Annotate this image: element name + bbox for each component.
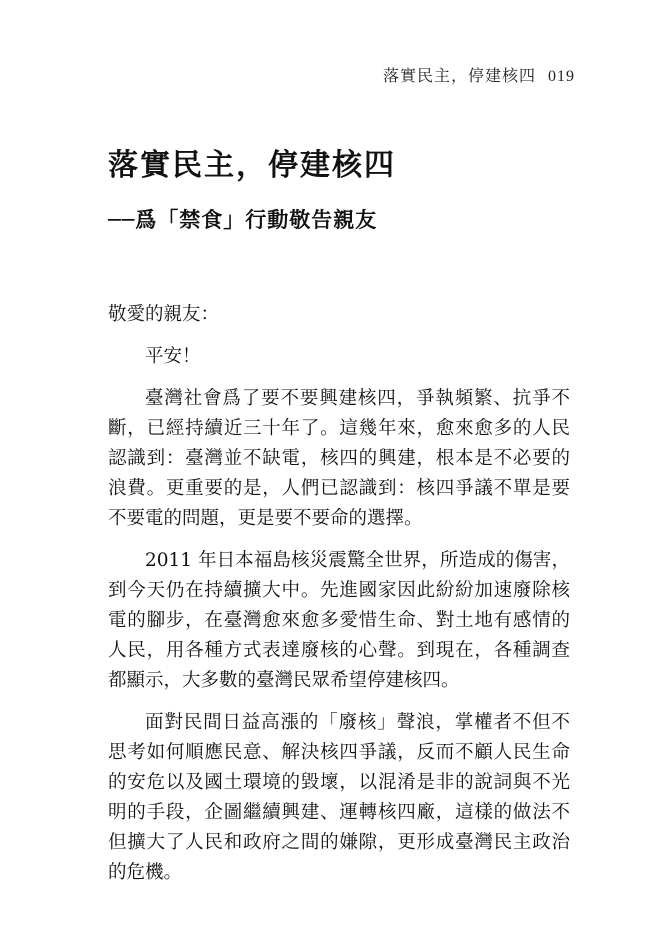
paragraph-3: 面對民間日益高漲的「廢核」聲浪，掌權者不但不思考如何順應民意、解決核四爭議，反而不顧人民生命的安危以及國土環境的毀壞，以混淆是非的說詞與不光明的手段，企圖繼續興建、運轉核四廠，這樣的做法不但擴大了人民和政府之間的嫌隙，更形成臺灣民主政治的危機。	[108, 712, 570, 883]
paragraph-2: 2011 年日本福島核災震驚全世界，所造成的傷害，到今天仍在持續擴大中。先進國家因此紛紛加速廢除核電的腳步，在臺灣愈來愈多愛惜生命、對土地有感情的人民，用各種方式表達廢核的心聲。到現在，各種調查都顯示，大多數的臺灣民眾希望停建核四。	[108, 550, 570, 691]
article-body	[108, 300, 570, 900]
page-subtitle: ──爲「禁食」行動敬告親友	[108, 207, 378, 232]
page-number: 019	[548, 68, 575, 85]
greeting: 平安！	[145, 346, 201, 367]
salutation: 敬愛的親友：	[108, 304, 220, 325]
paragraph-1: 臺灣社會爲了要不要興建核四，爭執頻繁、抗爭不斷，已經持續近三十年了。這幾年來，愈來愈多的人民認識到：臺灣並不缺電，核四的興建，根本是不必要的浪費。更重要的是，人們已認識到：核四爭議不單是要不要電的問題，更是要不要命的選擇。	[108, 388, 570, 529]
running-title: 落實民主，停建核四	[382, 66, 536, 85]
page-title: 落實民主，停建核四	[108, 148, 396, 183]
running-header	[383, 63, 575, 86]
